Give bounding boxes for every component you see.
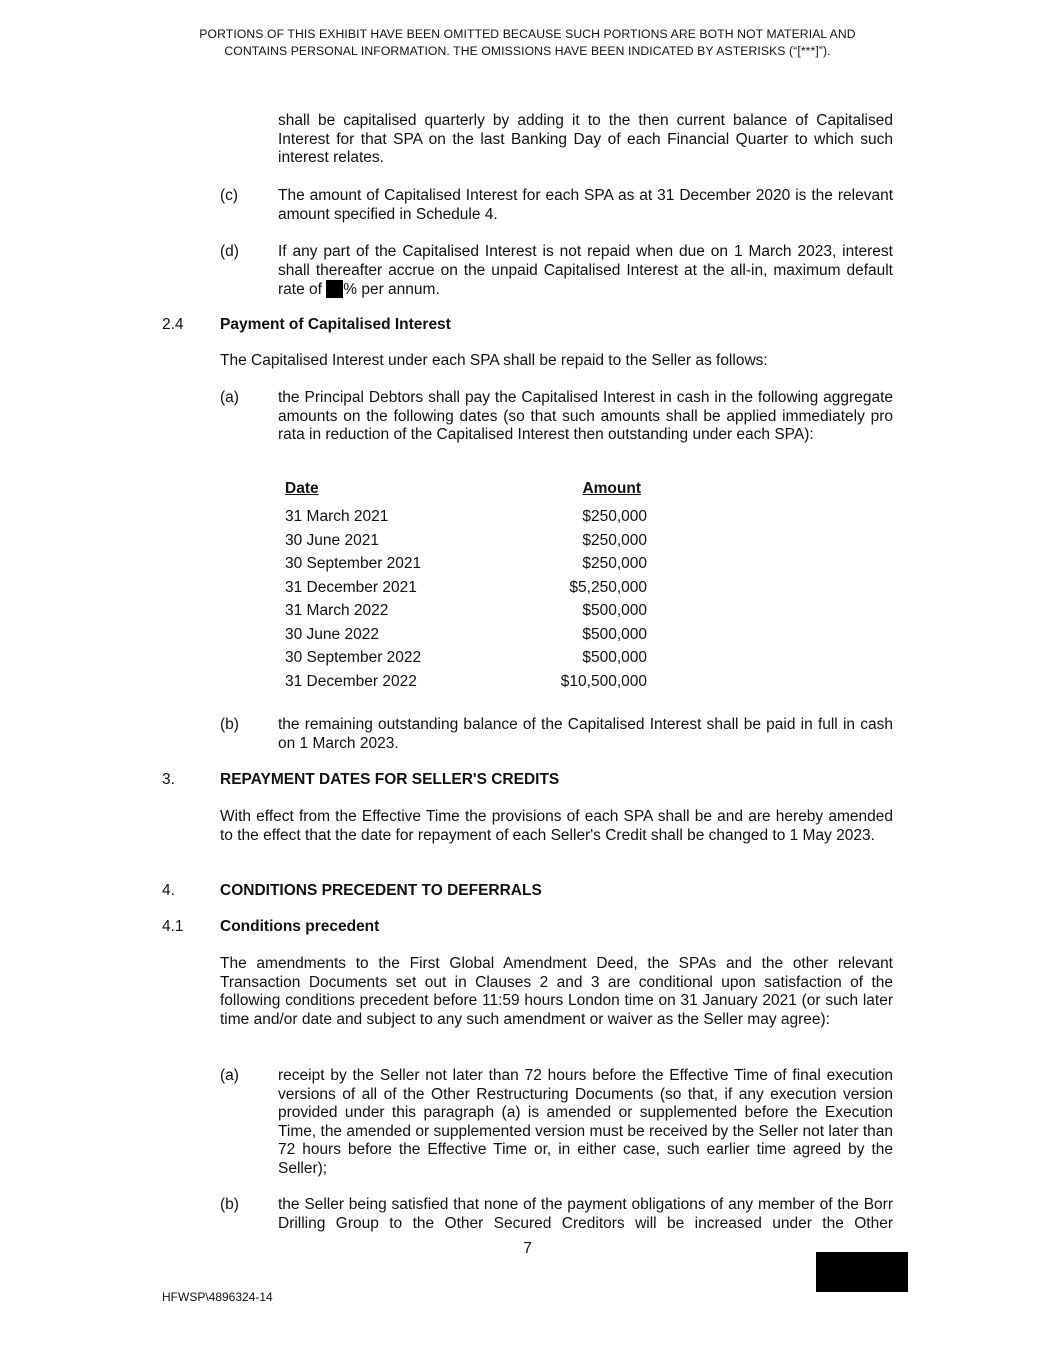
section-4-heading: CONDITIONS PRECEDENT TO DEFERRALS <box>220 882 542 899</box>
row-date: 30 June 2021 <box>285 531 379 549</box>
section-4-1-number: 4.1 <box>162 918 184 935</box>
row-amount: $250,000 <box>582 508 647 525</box>
table-row <box>285 626 647 650</box>
row-date: 30 June 2022 <box>285 625 379 643</box>
row-amount: $500,000 <box>582 649 647 666</box>
section-2-4-intro: The Capitalised Interest under each SPA shall be repaid to the Seller as follows: <box>220 352 768 369</box>
section-4-1-item-b-text: the Seller being satisfied that none of the payment obligations of any member of the Borr Drilling Group to the Other Secured Creditors will be increased under the Other <box>278 1196 893 1232</box>
clause-d-label: (d) <box>220 243 239 260</box>
section-2-4-item-a-label: (a) <box>220 389 239 406</box>
clause-d-text <box>278 243 893 300</box>
notice-line-2: CONTAINS PERSONAL INFORMATION. THE OMISSIONS HAVE BEEN INDICATED BY ASTERISKS (“[***]”). <box>224 44 831 58</box>
section-2-4-heading: Payment of Capitalised Interest <box>220 316 451 333</box>
row-date: 31 December 2022 <box>285 672 417 690</box>
amount-column-header: Amount <box>582 480 641 497</box>
row-date: 31 December 2021 <box>285 578 417 596</box>
row-amount: $250,000 <box>582 555 647 572</box>
section-3-text: With effect from the Effective Time the provisions of each SPA shall be and are hereby amended to the effect that the date for repayment of each Seller's Credit shall be changed to 1 May 2023. <box>220 808 893 844</box>
table-header-row <box>285 480 647 508</box>
page-number: 7 <box>523 1240 532 1257</box>
section-4-1-item-a-label: (a) <box>220 1067 239 1084</box>
row-amount: $500,000 <box>582 602 647 619</box>
section-4-1-heading: Conditions precedent <box>220 918 380 935</box>
row-date: 31 March 2021 <box>285 508 389 525</box>
row-date: 31 March 2022 <box>285 602 389 619</box>
section-4-1-item-a-text: receipt by the Seller not later than 72 hours before the Effective Time of final execution versions of all of the Other Restructuring Documents (so that, if any execution version provided under this paragraph (a) is amended or supplemented before the Execution Time, the amended or supplemented version must be received by the Seller not later than 72 hours before the Effective Time or, in either case, such earlier time agreed by the Seller); <box>278 1067 893 1177</box>
row-amount: $10,500,000 <box>560 672 647 690</box>
omission-notice <box>120 26 935 60</box>
clause-c-text: The amount of Capitalised Interest for each SPA as at 31 December 2020 is the relevant amount specified in Schedule 4. <box>278 187 893 223</box>
table-row <box>285 649 647 673</box>
clause-c-label: (c) <box>220 187 239 204</box>
notice-line-1: PORTIONS OF THIS EXHIBIT HAVE BEEN OMITTED BECAUSE SUCH PORTIONS ARE BOTH NOT MATERIAL AND <box>199 27 856 41</box>
section-2-4-number: 2.4 <box>162 316 184 333</box>
section-4-number: 4. <box>162 882 175 899</box>
redaction-block <box>326 280 343 298</box>
row-amount: $5,250,000 <box>569 578 647 596</box>
section-3-heading: REPAYMENT DATES FOR SELLER'S CREDITS <box>220 771 560 788</box>
table-row <box>285 555 647 579</box>
document-reference: HFWSP\4896324-14 <box>162 1290 273 1304</box>
table-row <box>285 508 647 532</box>
table-row <box>285 602 647 626</box>
section-2-4-item-b-text: the remaining outstanding balance of the Capitalised Interest shall be paid in full in cash on 1 March 2023. <box>278 716 893 752</box>
payment-schedule-table <box>285 480 647 696</box>
row-date: 30 September 2022 <box>285 649 422 666</box>
row-amount: $250,000 <box>582 531 647 549</box>
clause-d-text-after: % per annum. <box>343 281 440 298</box>
section-4-1-item-b-label: (b) <box>220 1196 239 1213</box>
table-row <box>285 673 647 697</box>
section-4-1-text: The amendments to the First Global Amendment Deed, the SPAs and the other relevant Transaction Documents set out in Clauses 2 and 3 are conditional upon satisfaction of the following conditions precedent before 11:59 hours London time on 31 January 2021 (or such later time and/or date and subject to any such amendment or waiver as the Seller may agree): <box>220 955 893 1028</box>
section-2-4-item-a-text: the Principal Debtors shall pay the Capitalised Interest in cash in the following aggregate amounts on the following dates (so that such amounts shall be applied immediately pro rata in reduction of the Capitalised Interest then outstanding under each SPA): <box>278 389 893 443</box>
date-column-header: Date <box>285 480 319 497</box>
row-date: 30 September 2021 <box>285 555 422 572</box>
continuation-paragraph: shall be capitalised quarterly by adding it to the then current balance of Capitalised Interest for that SPA on the last Banking Day of each Financial Quarter to which such interest relates. <box>278 112 893 166</box>
table-row <box>285 532 647 556</box>
section-2-4-item-b-label: (b) <box>220 716 239 733</box>
table-row <box>285 579 647 603</box>
row-amount: $500,000 <box>582 625 647 643</box>
redaction-box <box>816 1252 908 1292</box>
section-3-number: 3. <box>162 771 175 788</box>
clause-d-text-before: If any part of the Capitalised Interest is not repaid when due on 1 March 2023, interest shall thereafter accrue on the unpaid Capitalised Interest at the all-in, maximum default rate of <box>278 243 893 298</box>
